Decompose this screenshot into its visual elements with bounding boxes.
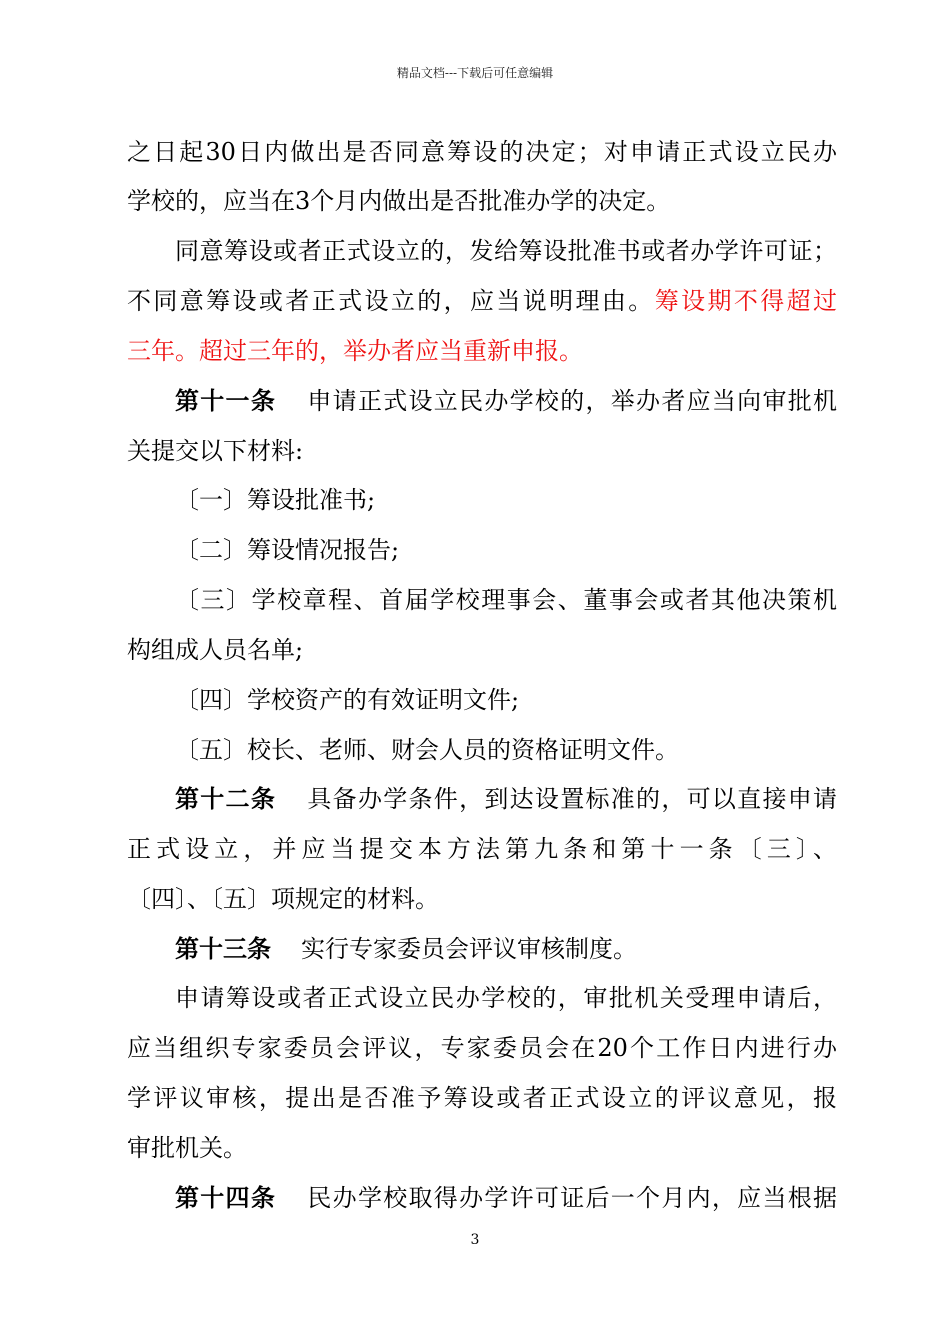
article-11-title: 第十一条 bbox=[175, 386, 277, 415]
article-11-line bbox=[175, 380, 837, 422]
highlighted-line-red: 三年。超过三年的，举办者应当重新申报。 bbox=[127, 337, 583, 365]
article-11-continuation: 关提交以下材料: bbox=[127, 437, 304, 465]
text-segment-black: 不同意筹设或者正式设立的，应当说明理由。 bbox=[127, 287, 655, 315]
paragraph-13-line-1: 申请筹设或者正式设立民办学校的，审批机关受理申请后， bbox=[175, 984, 837, 1012]
list-item-3: 〔三〕学校章程、首届学校理事会、董事会或者其他决策机 bbox=[175, 586, 837, 614]
list-item-1: 〔一〕筹设批准书; bbox=[175, 486, 376, 514]
text-line-1: 之日起30日内做出是否同意筹设的决定；对申请正式设立民办 bbox=[127, 138, 837, 166]
article-14-text: 民办学校取得办学许可证后一个月内，应当根据 bbox=[306, 1184, 837, 1212]
text-line-2: 学校的，应当在3个月内做出是否批准办学的决定。 bbox=[127, 187, 671, 215]
article-12-continuation-1: 正式设立，并应当提交本方法第九条和第十一条〔三〕、 bbox=[127, 835, 837, 863]
article-12-text: 具备办学条件，到达设置标准的，可以直接申请 bbox=[306, 785, 837, 813]
highlighted-text-red: 筹设期不得超过 bbox=[654, 287, 837, 315]
article-14-title: 第十四条 bbox=[175, 1183, 277, 1212]
paragraph-13-line-4: 审批机关。 bbox=[127, 1134, 247, 1162]
article-14-line bbox=[175, 1177, 837, 1219]
text-line-3: 同意筹设或者正式设立的，发给筹设批准书或者办学许可证； bbox=[175, 237, 837, 265]
article-12-continuation-2: 〔四〕、〔五〕项规定的材料。 bbox=[127, 885, 439, 913]
paragraph-13-line-3: 学评议审核，提出是否准予筹设或者正式设立的评议意见，报 bbox=[127, 1084, 837, 1112]
list-item-3-continuation: 构组成人员名单; bbox=[127, 636, 304, 664]
paragraph-13-line-2: 应当组织专家委员会评议，专家委员会在20个工作日内进行办 bbox=[127, 1034, 837, 1062]
article-13-line bbox=[175, 928, 837, 970]
text-line-4 bbox=[127, 280, 837, 322]
page-number: 3 bbox=[470, 1232, 480, 1248]
article-13-title: 第十三条 bbox=[175, 934, 271, 963]
article-12-title: 第十二条 bbox=[175, 784, 277, 813]
article-13-text: 实行专家委员会评议审核制度。 bbox=[301, 935, 637, 963]
list-item-4: 〔四〕学校资产的有效证明文件; bbox=[175, 686, 520, 714]
article-11-text: 申请正式设立民办学校的，举办者应当向审批机 bbox=[306, 387, 837, 415]
article-12-line bbox=[175, 778, 837, 820]
list-item-2: 〔二〕筹设情况报告; bbox=[175, 536, 400, 564]
list-item-5: 〔五〕校长、老师、财会人员的资格证明文件。 bbox=[175, 736, 679, 764]
page-header: 精品文档---下载后可任意编辑 bbox=[396, 66, 554, 80]
